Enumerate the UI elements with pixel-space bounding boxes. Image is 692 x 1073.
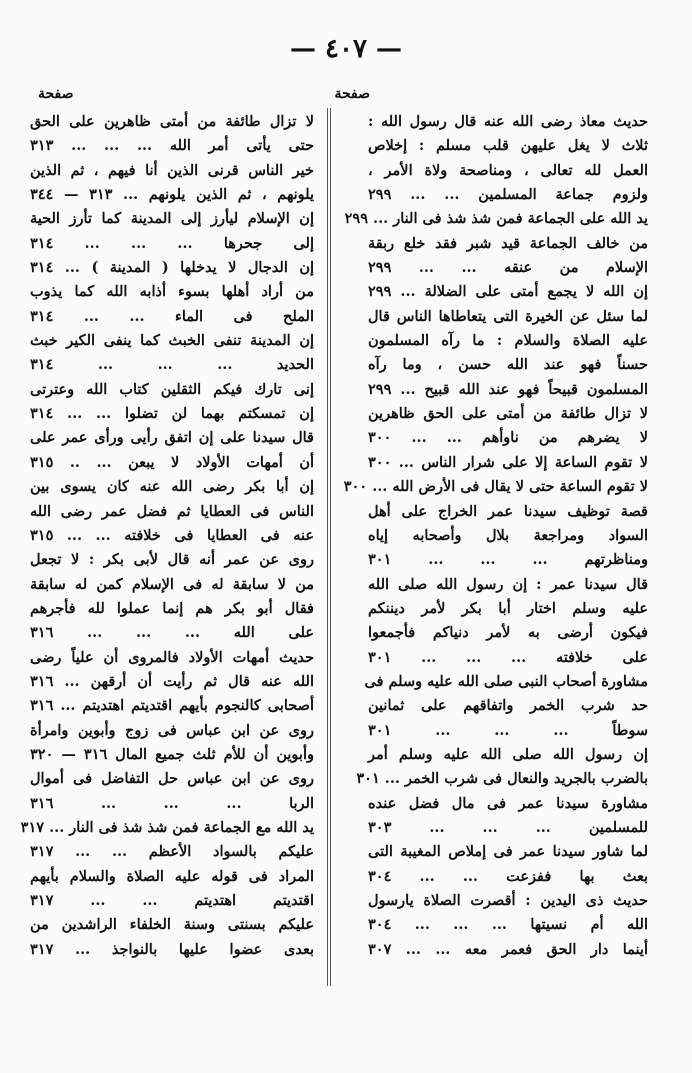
left-column-heading: صفحة <box>38 86 74 102</box>
right-index-line: سوطاً ... ... ... ٣٠١ <box>368 721 648 739</box>
left-index-line: روى عن ابن عباس فى زوج وأبوين وامرأة <box>30 721 314 739</box>
left-index-line: الحديد ... ... ... ٣١٤ <box>30 356 314 374</box>
right-index-line: لما سئل عن الخيرة التى يتعاطاها الناس قال <box>368 307 648 325</box>
left-index-line: الملح فى الماء ... ... ٣١٤ <box>30 307 314 325</box>
page-number: — ٤٠٧ — <box>289 34 403 64</box>
column-divider-edge <box>330 108 331 986</box>
left-index-column <box>20 110 314 962</box>
right-index-line: عليه وسلم اختار أبا بكر لأمر ديننكم <box>368 599 648 617</box>
right-index-line: مشاورة أصحاب النبى صلى الله عليه وسلم فى <box>364 672 648 690</box>
right-index-line: حد شرب الخمر واتفاقهم على ثمانين <box>368 697 648 715</box>
right-index-line: حديث ذى اليدين : أقصرت الصلاة يارسول <box>368 892 648 909</box>
left-index-line: إن المدينة تنفى الخبث كما ينفى الكير خبث <box>30 332 314 350</box>
left-index-line: إن الإسلام ليأرز إلى المدينة كما تأرز الحية <box>30 210 314 228</box>
left-index-line: حتى يأتى أمر الله ... ... ... ٣١٣ <box>30 137 314 155</box>
left-index-line: فقال أبو بكر هم إنما عملوا لله فأجرهم <box>30 599 314 617</box>
left-index-line: إنى تارك فيكم الثقلين كتاب الله وعترتى <box>30 380 314 398</box>
left-index-line: عليكم بسنتى وسنة الخلفاء الراشدين من <box>30 916 314 934</box>
right-index-line: السواد ومراجعة بلال وأصحابه إياه <box>368 526 648 544</box>
left-index-line: لا تزال طائفة من أمتى ظاهرين على الحق <box>30 113 314 130</box>
right-column-heading: صفحة <box>334 86 370 102</box>
right-index-line: العمل لله تعالى ، ومناصحة ولاة الأمر ، <box>368 161 648 179</box>
left-index-line: بعدى عضوا عليها بالنواجذ ... ٣١٧ <box>30 940 314 958</box>
left-index-line: المراد فى قوله عليه الصلاة والسلام بأيهم <box>30 867 314 885</box>
left-index-line: الله عنه قال ثم رأيت أن أرقهن ... ٣١٦ <box>30 672 314 690</box>
right-index-line: لا تقوم الساعة حتى لا يقال فى الأرض الله ... ٣٠٠ <box>343 478 648 496</box>
left-index-line: إلى جحرها ... ... ... ٣١٤ <box>30 234 314 252</box>
right-index-line: عليه الصلاة والسلام : ما رآه المسلمون <box>368 332 648 350</box>
right-index-line: حديث معاذ رضى الله عنه قال رسول الله : <box>368 113 648 130</box>
right-index-line: المسلمون قبيحاً فهو عند الله قبيح ... ٢٩٩ <box>368 380 648 398</box>
left-index-line: حديث أمهات الأولاد فالمروى أن علياً رضى <box>30 648 314 666</box>
left-index-line: من أراد أهلها بسوء أذابه الله كما يذوب <box>30 283 314 301</box>
left-index-line: الناس فى العطايا ثم فضل عمر رضى الله <box>30 502 314 520</box>
right-index-line: إن رسول الله صلى الله عليه وسلم أمر <box>368 745 648 763</box>
left-index-line: إن الدجال لا يدخلها ( المدينة ) ... ٣١٤ <box>30 259 314 277</box>
left-index-line: خير الناس قرنى الذين أنا فيهم ، ثم الذين <box>30 161 314 179</box>
right-index-line: قال سيدنا عمر : إن رسول الله صلى الله <box>368 575 648 593</box>
left-index-line: عليكم بالسواد الأعظم ... ... ٣١٧ <box>30 843 314 861</box>
left-index-line: روى عن ابن عباس حل التفاضل فى أموال <box>30 770 314 788</box>
left-index-line: على الله ... ... ... ٣١٦ <box>30 624 314 642</box>
right-index-line: بعث بها ففزعت ... ... ٣٠٤ <box>368 867 648 885</box>
right-index-line: لا يضرهم من ناوأهم ... ... ٣٠٠ <box>368 429 648 447</box>
right-index-line: الإسلام من عنقه ... ... ٢٩٩ <box>368 259 648 277</box>
left-index-line: روى عن عمر أنه قال لأبى بكر : لا تجعل <box>30 551 314 569</box>
left-index-line: يد الله مع الجماعة فمن شذ شذ فى النار ... ٣١٧ <box>20 818 314 836</box>
right-index-line: على خلافته ... ... ... ٣٠١ <box>368 648 648 666</box>
left-index-line: اقتديتم اهتديتم ... ... ٣١٧ <box>30 892 314 909</box>
right-index-line: لا تزال طائفة من أمتى على الحق ظاهرين <box>368 405 648 423</box>
right-index-line: فيكون أرضى به لأمر دنياكم فأجمعوا <box>368 624 648 642</box>
right-index-line: مشاورة سيدنا عمر فى مال فضل عنده <box>368 794 648 812</box>
left-index-line: الربا ... ... ... ٣١٦ <box>30 794 314 812</box>
left-index-line: يلونهم ، ثم الذين يلونهم ... ٣١٣ — ٣٤٤ <box>30 186 314 204</box>
right-index-line: ومناظرتهم ... ... ... ٣٠١ <box>368 551 648 569</box>
left-index-line: إن أبا بكر رضى الله عنه كان يسوى بين <box>30 478 314 496</box>
right-index-line: بالضرب بالجريد والنعال فى شرب الخمر ... ٣٠١ <box>356 770 648 788</box>
right-index-line: قصة توظيف سيدنا عمر الخراج على أهل <box>368 502 648 520</box>
right-index-line: ثلاث لا يغل عليهن قلب مسلم : إخلاص <box>368 137 648 155</box>
right-index-column <box>343 110 648 962</box>
right-index-line: لا تقوم الساعة إلا على شرار الناس ... ٣٠٠ <box>368 453 648 471</box>
right-index-line: لما شاور سيدنا عمر فى إملاص المغيبة التى <box>368 843 648 861</box>
left-index-line: أصحابى كالنجوم بأيهم اقتديتم اهتديتم ... ٣١٦ <box>30 697 314 715</box>
right-index-line: الله أم نسيتها ... ... ... ٣٠٤ <box>368 916 648 934</box>
right-index-line: أينما دار الحق فعمر معه ... ... ٣٠٧ <box>368 940 648 958</box>
right-index-line: للمسلمين ... ... ... ٣٠٣ <box>368 818 648 836</box>
left-index-line: قال سيدنا على إن اتفق رأيى ورأى عمر على <box>30 429 314 447</box>
right-index-line: حسناً فهو عند الله حسن ، وما رآه <box>368 356 648 374</box>
left-index-line: من لا سابقة له فى الإسلام كمن له سابقة <box>30 575 314 593</box>
left-index-line: عنه فى العطايا فى خلافته ... ... ٣١٥ <box>30 526 314 544</box>
left-index-line: إن تمسكتم بهما لن تضلوا ... ... ٣١٤ <box>30 405 314 423</box>
right-index-line: ولزوم جماعة المسلمين ... ... ٢٩٩ <box>368 186 648 204</box>
right-index-line: من خالف الجماعة قيد شبر فقد خلع ربقة <box>368 234 648 252</box>
column-divider <box>327 108 328 986</box>
left-index-line: وأبوين أن للأم ثلث جميع المال ٣١٦ — ٣٢٠ <box>30 745 314 763</box>
right-index-line: إن الله لا يجمع أمتى على الضلالة ... ٢٩٩ <box>368 283 648 301</box>
right-index-line: يد الله على الجماعة فمن شذ شذ فى النار ... ٢٩٩ <box>344 210 648 228</box>
left-index-line: أن أمهات الأولاد لا يبعن ... .. ٣١٥ <box>30 453 314 471</box>
